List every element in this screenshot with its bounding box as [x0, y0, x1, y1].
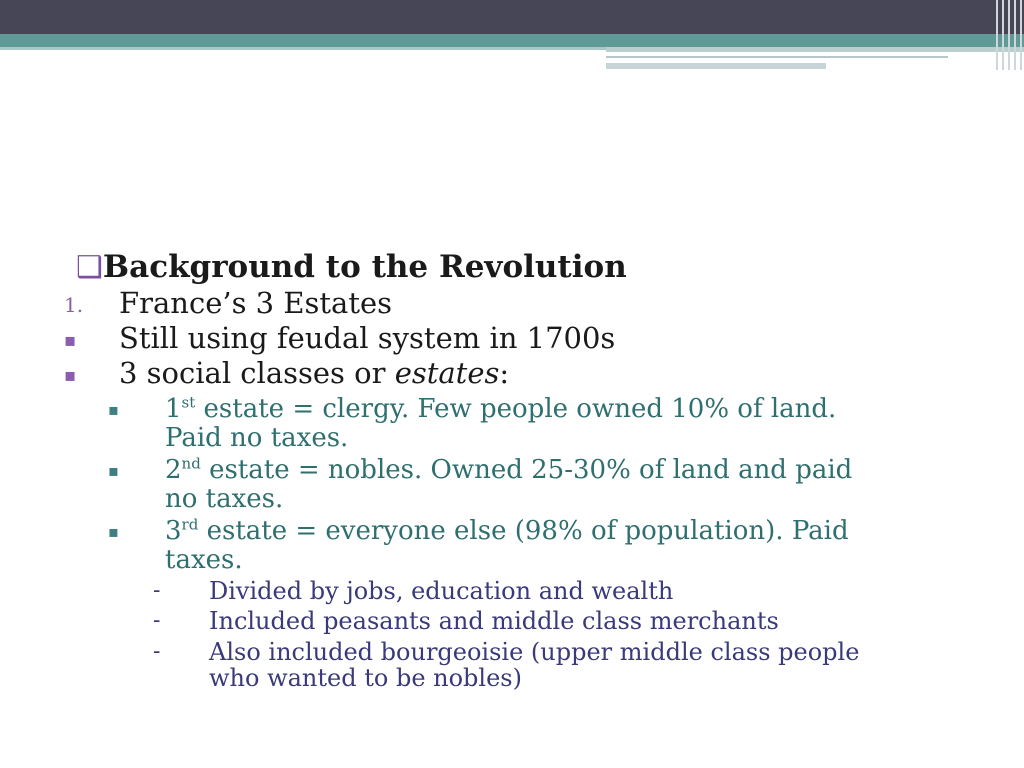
- sub-item-text: [165, 455, 852, 485]
- sub-item-text-continued: no taxes.: [165, 484, 284, 514]
- sub-item-text-continued: Paid no taxes.: [165, 423, 349, 453]
- square-bullet-icon: ▪: [108, 522, 119, 541]
- ordinal-number: 2: [165, 455, 182, 485]
- sub-item-text: [165, 516, 849, 546]
- dash-bullet: -: [153, 578, 161, 603]
- square-bullet-icon: ▪: [108, 461, 119, 480]
- square-bullet-icon: ▪: [108, 400, 119, 419]
- text-segment: 3 social classes or: [119, 356, 395, 390]
- ordinal-suffix: nd: [181, 454, 201, 473]
- ordinal-suffix: st: [181, 393, 196, 412]
- dash-bullet: -: [153, 608, 161, 633]
- checkbox-bullet-icon: ❑: [76, 250, 103, 285]
- square-bullet-icon: ▪: [64, 365, 77, 386]
- text-segment: :: [499, 356, 510, 390]
- detail-item-text: Divided by jobs, education and wealth: [209, 577, 674, 605]
- text-segment: estate = clergy. Few people owned 10% of land.: [195, 394, 837, 424]
- sub-item-text-continued: taxes.: [165, 545, 243, 575]
- heading: [76, 249, 627, 285]
- detail-item-text: Included peasants and middle class merchants: [209, 607, 779, 635]
- detail-item-text-continued: who wanted to be nobles): [209, 664, 522, 692]
- list-item-text: [119, 356, 509, 390]
- text-segment: estate = everyone else (98% of population). Paid: [198, 516, 849, 546]
- numbered-item: [64, 293, 83, 317]
- heading-text: Background to the Revolution: [102, 249, 627, 285]
- list-item: [64, 330, 76, 351]
- sub-item-text: [165, 394, 836, 424]
- square-bullet-icon: ▪: [64, 330, 77, 351]
- list-item-text: Still using feudal system in 1700s: [119, 321, 616, 355]
- ordinal-number: 3: [165, 516, 182, 546]
- list-item: [64, 365, 76, 386]
- text-segment: estate = nobles. Owned 25-30% of land and paid: [200, 455, 853, 485]
- ordinal-suffix: rd: [181, 515, 199, 534]
- ordinal-number: 1: [165, 394, 182, 424]
- dash-bullet: -: [153, 639, 161, 664]
- detail-item-text: Also included bourgeoisie (upper middle class people: [209, 638, 860, 666]
- italic-term: estates: [394, 356, 500, 390]
- list-item-text: France’s 3 Estates: [119, 286, 393, 320]
- number-marker: 1.: [64, 293, 84, 317]
